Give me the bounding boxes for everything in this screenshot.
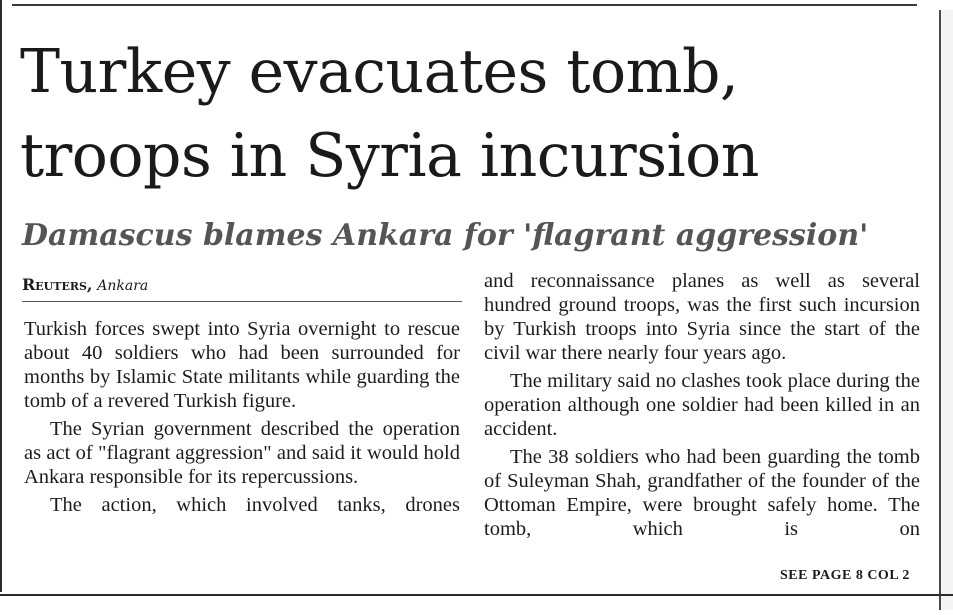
right-column: [484, 269, 920, 545]
adjacent-column-frame: [939, 10, 953, 610]
right-paragraph-2: The military said no clashes took place during the operation although one soldier had been killed in an accident.: [484, 370, 920, 440]
byline-rule: [22, 301, 462, 302]
right-paragraph-3: The 38 soldiers who had been guarding the tomb of Suleyman Shah, grandfather of the founder of the Ottoman Empire, were brought safely home. The tomb, which is on: [484, 446, 920, 540]
byline-location: Ankara: [97, 278, 149, 294]
right-paragraph-1: and reconnaissance planes as well as several hundred ground troops, was the first such incursion by Turkish troops into Syria since the start of the civil war there nearly four years ago.: [484, 270, 920, 364]
top-rule: [12, 4, 917, 6]
continuation-note: SEE PAGE 8 COL 2: [780, 568, 910, 583]
left-paragraph-2: The Syrian government described the operation as act of "flagrant aggression" and said it would hold Ankara responsible for its repercussions.: [24, 418, 460, 488]
bottom-rule: [0, 594, 953, 596]
subheadline: Damascus blames Ankara for 'flagrant aggression': [22, 218, 869, 253]
left-border: [0, 0, 2, 592]
headline: Turkey evacuates tomb, troops in Syria incursion: [20, 37, 759, 191]
left-column: [24, 317, 460, 521]
byline-agency: Reuters,: [22, 275, 93, 294]
byline: [22, 274, 148, 297]
left-paragraph-3: The action, which involved tanks, drones: [50, 494, 460, 516]
left-paragraph-1: Turkish forces swept into Syria overnight to rescue about 40 soldiers who had been surrounded for months by Islamic State militants while guarding the tomb of a revered Turkish figure.: [24, 318, 460, 412]
